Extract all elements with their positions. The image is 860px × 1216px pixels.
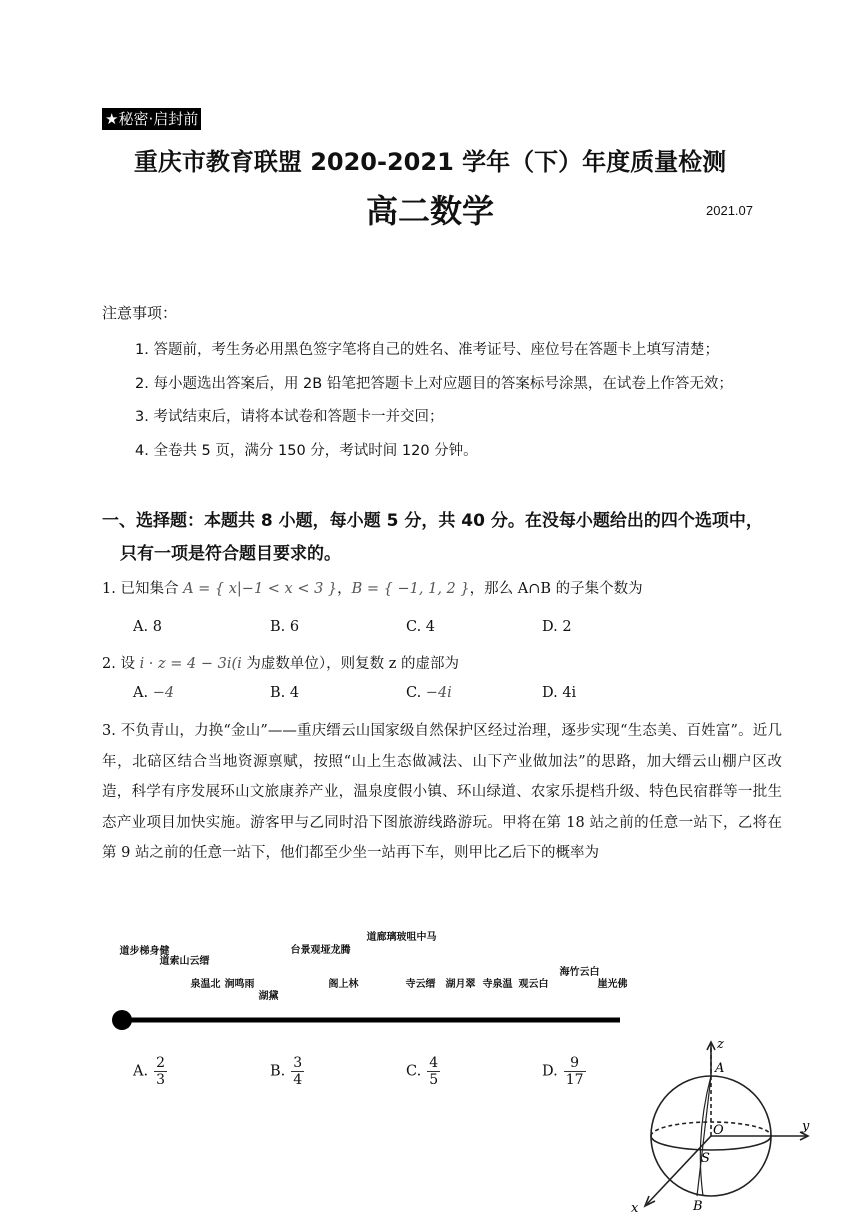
q2-option-c: C. −4i [406,685,452,701]
station-label: 马中咀玻璃廊道 [364,931,435,942]
notice-title: 注意事项： [102,304,178,322]
label-s: S [701,1151,710,1166]
q2-suffix: 为虚数单位），则复数 z 的虚部为 [241,656,460,672]
q1-option-d: D. 2 [542,619,572,635]
label-x: x [631,1201,639,1216]
segment-ab [697,1076,711,1196]
station-label: 缙云寺 [403,978,434,989]
q1-option-c: C. 4 [406,619,436,635]
q2-option-d: D. 4i [542,685,577,701]
label-o: O [713,1123,724,1138]
station-label: 白云观 [516,978,547,989]
q2-prefix: 2. 设 [102,656,140,672]
label-b: B [693,1199,703,1214]
q1-set-b: B = { −1, 1, 2 } [351,581,470,597]
q3-option-b: B. $\frac{3}{4}$ [270,1055,303,1088]
q1-option-a: A. 8 [133,619,162,635]
question-2 [102,652,459,673]
equator-front [651,1136,771,1150]
x-axis [647,1136,711,1204]
label-z: z [717,1037,724,1052]
notice-item: 2. 每小题选出答案后，用 2B 铅笔把答题卡上对应题目的答案标号涂黑，在试卷上作答无效； [135,376,733,392]
section-title-line1: 一、选择题：本题共 8 小题，每小题 5 分，共 40 分。在没每小题给出的四个选项中， [102,511,763,531]
station-label: 健身梯步道 [117,945,168,956]
station-label: 翠月湖 [443,978,474,989]
section-title-line2: 只有一项是符合题目要求的。 [120,544,341,564]
sphere-figure [625,1036,815,1216]
station-label: 黛湖 [256,990,277,1001]
station-label: 温泉寺 [480,978,511,989]
q2-option-b: B. 4 [270,685,300,701]
notice-item: 4. 全卷共 5 页，满分 150 分，考试时间 120 分钟。 [135,443,478,459]
label-y: y [802,1119,810,1134]
notice-item: 3. 考试结束后，请将本试卷和答题卡一并交回； [135,409,444,425]
q1-prefix: 1. 已知集合 [102,581,184,597]
secret-badge: ★秘密·启封前 [102,108,201,130]
station-label: 雨鸣涧 [222,978,253,989]
q1-sep: ， [337,581,352,597]
q2-option-a: A. −4 [133,685,175,701]
q3-option-a: A. $\frac{2}{3}$ [133,1055,166,1088]
start-station-dot [112,1010,132,1030]
route-line [108,1008,623,1032]
q1-suffix: ，那么 A∩B 的子集个数为 [469,581,643,597]
station-label: 腾龙垭观景台 [288,944,349,955]
exam-title: 重庆市教育联盟 2020-2021 学年（下）年度质量检测 [133,148,727,176]
station-label: 缙云山索道 [157,955,208,966]
q1-option-b: B. 6 [270,619,300,635]
subject-title: 高二数学 [365,192,494,230]
station-label: 白云竹海 [557,966,598,977]
station-label: 林上阁 [326,978,357,989]
station-label: 北温泉 [188,978,219,989]
question-1 [102,577,643,598]
exam-date: 2021.07 [706,203,753,218]
q2-expr: i · z = 4 − 3i(i [139,656,242,672]
label-a: A [715,1061,725,1076]
q3-option-d: D. $\frac{9}{17}$ [542,1055,584,1088]
question-3: 3. 不负青山，力换“金山”——重庆缙云山国家级自然保护区经过治理，逐步实现“生态美、百姓富”。近几年，北碚区结合当地资源禀赋，按照“山上生态做减法、山下产业做加法”的思路，加大缙云山棚户区改造，科学有序发展环山文旅康养产业，温泉度假小镇、环山绿道、农家乐提档升级、特色民宿群等一批生态产业项目加快实施。游客甲与乙同时沿下图旅游线路游玩。甲将在第 18 站之前的任意一站下，乙将在第 9 站之前的任意一站下，他们都至少坐一站再下车，则甲比乙后下的概率为 [102,723,782,861]
q3-option-c: C. $\frac{4}{5}$ [406,1055,439,1088]
station-label: 佛光崖 [595,978,626,989]
q1-set-a: A = { x|−1 < x < 3 } [183,581,338,597]
notice-item: 1. 答题前，考生务必用黑色签字笔将自己的姓名、准考证号、座位号在答题卡上填写清楚； [135,342,719,358]
